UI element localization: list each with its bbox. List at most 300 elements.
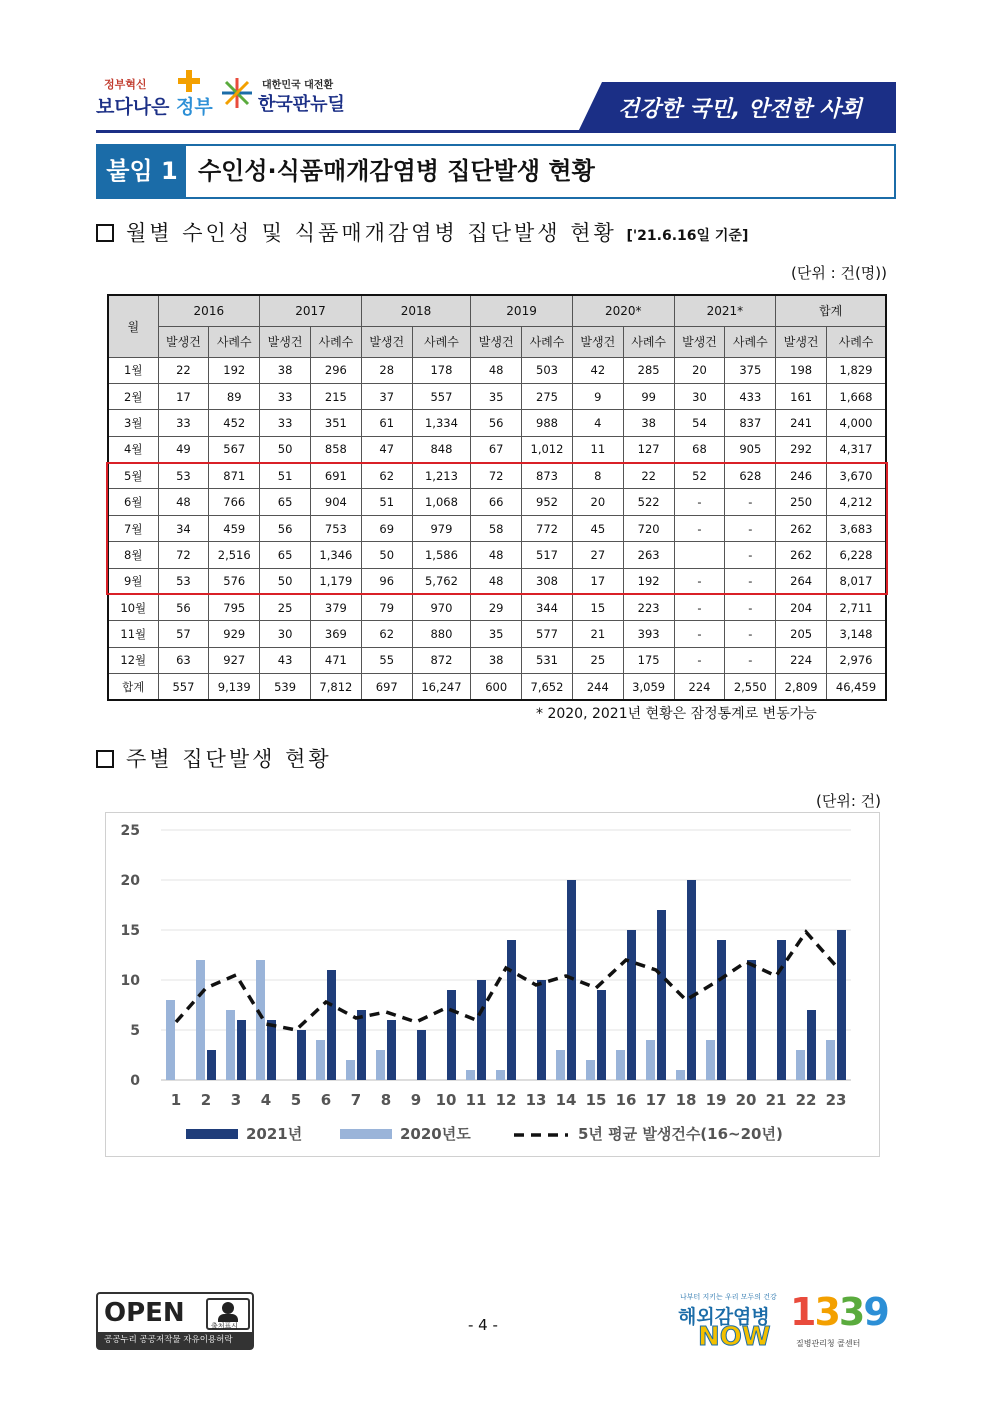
value-cell: 285 (623, 357, 674, 383)
x-tick-label: 16 (615, 1091, 637, 1109)
value-cell: 7,812 (310, 674, 361, 700)
x-tick-label: 13 (525, 1091, 547, 1109)
value-cell: 29 (471, 595, 522, 621)
bar-2021 (447, 990, 456, 1080)
value-cell: 48 (471, 357, 522, 383)
value-cell: 17 (572, 568, 623, 594)
value-cell: 54 (674, 410, 725, 436)
value-cell: 62 (361, 621, 412, 647)
value-cell: 8 (572, 463, 623, 489)
value-cell: 33 (260, 383, 311, 409)
value-cell: - (674, 647, 725, 673)
sub-header: 사례수 (623, 326, 674, 357)
value-cell: 241 (776, 410, 827, 436)
value-cell: 67 (471, 436, 522, 462)
bar-2021 (417, 1030, 426, 1080)
y-tick-label: 25 (120, 823, 140, 839)
x-tick-label: 6 (320, 1091, 332, 1109)
value-cell: 871 (209, 463, 260, 489)
value-cell: 577 (522, 621, 573, 647)
value-cell: 795 (209, 595, 260, 621)
value-cell: 11 (572, 436, 623, 462)
value-cell: 33 (158, 410, 209, 436)
table-unit: (단위 : 건(명)) (791, 264, 887, 282)
value-cell: 20 (674, 357, 725, 383)
x-tick-label: 5 (290, 1091, 302, 1109)
bar-2020 (346, 1060, 355, 1080)
value-cell: 1,213 (412, 463, 471, 489)
value-cell: 53 (158, 463, 209, 489)
bar-2020 (166, 1000, 175, 1080)
value-cell: 292 (776, 436, 827, 462)
value-cell: 503 (522, 357, 573, 383)
value-cell: 576 (209, 568, 260, 594)
value-cell: - (725, 515, 776, 541)
table-row (108, 357, 886, 383)
bar-2020 (826, 1040, 835, 1080)
x-tick-label: 19 (705, 1091, 727, 1109)
chart-unit: (단위: 건) (816, 792, 881, 810)
value-cell: 127 (623, 436, 674, 462)
value-cell: 45 (572, 515, 623, 541)
year-header: 2017 (260, 295, 362, 326)
x-tick-label: 7 (350, 1091, 362, 1109)
value-cell: 61 (361, 410, 412, 436)
value-cell: 6,228 (827, 542, 886, 568)
bar-2021 (327, 970, 336, 1080)
value-cell: - (725, 489, 776, 515)
value-cell: 161 (776, 383, 827, 409)
value-cell: 452 (209, 410, 260, 436)
value-cell: 873 (522, 463, 573, 489)
value-cell: 28 (361, 357, 412, 383)
value-cell: 369 (310, 621, 361, 647)
value-cell: 96 (361, 568, 412, 594)
legend-swatch-2020 (340, 1129, 392, 1139)
bar-2021 (537, 980, 546, 1080)
value-cell: 38 (260, 357, 311, 383)
bar-2020 (676, 1070, 685, 1080)
value-cell: 192 (623, 568, 674, 594)
x-tick-label: 15 (585, 1091, 607, 1109)
value-cell: 223 (623, 595, 674, 621)
table-row (108, 410, 886, 436)
value-cell: 99 (623, 383, 674, 409)
value-cell: 244 (572, 674, 623, 700)
table-row (108, 542, 886, 568)
logo1-text-b: 정부 (176, 96, 213, 118)
value-cell: 1,012 (522, 436, 573, 462)
value-cell: 175 (623, 647, 674, 673)
bar-2020 (316, 1040, 325, 1080)
bar-2021 (627, 930, 636, 1080)
value-cell: 1,179 (310, 568, 361, 594)
value-cell: 43 (260, 647, 311, 673)
value-cell: 35 (471, 621, 522, 647)
bar-2021 (777, 940, 786, 1080)
value-cell: 9 (572, 383, 623, 409)
value-cell: 246 (776, 463, 827, 489)
x-tick-label: 23 (825, 1091, 847, 1109)
month-cell: 11월 (108, 621, 158, 647)
value-cell: 56 (471, 410, 522, 436)
value-cell: - (725, 621, 776, 647)
sub-header: 사례수 (310, 326, 361, 357)
value-cell: 62 (361, 463, 412, 489)
value-cell: 379 (310, 595, 361, 621)
value-cell: 72 (471, 463, 522, 489)
table-row (108, 489, 886, 515)
value-cell: 848 (412, 436, 471, 462)
value-cell: 65 (260, 489, 311, 515)
table-footnote: * 2020, 2021년 현황은 잠정통계로 변동가능 (536, 706, 817, 722)
callcenter-1339-logo: 1339 질병관리청 콜센터 (790, 1290, 888, 1348)
value-cell: 3,059 (623, 674, 674, 700)
value-cell: 3,148 (827, 621, 886, 647)
bar-2021 (657, 910, 666, 1080)
y-tick-label: 15 (120, 923, 140, 939)
value-cell: 872 (412, 647, 471, 673)
x-tick-label: 4 (260, 1091, 272, 1109)
value-cell: 51 (361, 489, 412, 515)
value-cell: 63 (158, 647, 209, 673)
bar-2021 (267, 1020, 276, 1080)
x-tick-label: 1 (170, 1091, 182, 1109)
month-cell: 7월 (108, 515, 158, 541)
legend-swatch-2021 (186, 1129, 238, 1139)
value-cell: 49 (158, 436, 209, 462)
value-cell: 51 (260, 463, 311, 489)
value-cell: 52 (674, 463, 725, 489)
x-tick-label: 20 (735, 1091, 757, 1109)
value-cell: 72 (158, 542, 209, 568)
bar-2021 (237, 1020, 246, 1080)
value-cell: 56 (260, 515, 311, 541)
sub-header: 사례수 (522, 326, 573, 357)
bar-2021 (837, 930, 846, 1080)
monthly-outbreak-table (107, 294, 887, 701)
year-header: 2021* (674, 295, 776, 326)
value-cell: 30 (674, 383, 725, 409)
value-cell: 30 (260, 621, 311, 647)
month-cell: 합계 (108, 674, 158, 700)
value-cell: - (725, 595, 776, 621)
month-cell: 2월 (108, 383, 158, 409)
year-header: 2016 (158, 295, 260, 326)
x-tick-label: 14 (555, 1091, 577, 1109)
value-cell: 178 (412, 357, 471, 383)
bar-2020 (466, 1070, 475, 1080)
value-cell: 198 (776, 357, 827, 383)
table-row (108, 568, 886, 594)
value-cell: 275 (522, 383, 573, 409)
month-cell: 4월 (108, 436, 158, 462)
value-cell: 522 (623, 489, 674, 515)
checkbox-square-icon (96, 224, 114, 242)
table-row (108, 463, 886, 489)
x-tick-label: 10 (435, 1091, 457, 1109)
bar-2021 (477, 980, 486, 1080)
sub-header: 사례수 (412, 326, 471, 357)
sub-header: 사례수 (725, 326, 776, 357)
y-tick-label: 0 (130, 1073, 140, 1089)
month-cell: 5월 (108, 463, 158, 489)
bar-2020 (556, 1050, 565, 1080)
value-cell: 264 (776, 568, 827, 594)
value-cell: 720 (623, 515, 674, 541)
checkbox-square-icon (96, 750, 114, 768)
page-number: - 4 - (468, 1316, 498, 1334)
sub-header: 사례수 (827, 326, 886, 357)
value-cell: 50 (260, 436, 311, 462)
value-cell: 296 (310, 357, 361, 383)
value-cell: 56 (158, 595, 209, 621)
value-cell: 20 (572, 489, 623, 515)
table-row (108, 383, 886, 409)
sub-header: 발생건 (361, 326, 412, 357)
sub-header: 발생건 (776, 326, 827, 357)
value-cell: 1,586 (412, 542, 471, 568)
bar-2021 (807, 1010, 816, 1080)
value-cell: 344 (522, 595, 573, 621)
bar-2021 (357, 1010, 366, 1080)
value-cell: - (725, 542, 776, 568)
sub-header: 발생건 (674, 326, 725, 357)
value-cell: 7,652 (522, 674, 573, 700)
value-cell: 858 (310, 436, 361, 462)
value-cell: 192 (209, 357, 260, 383)
value-cell: 38 (623, 410, 674, 436)
value-cell: 68 (674, 436, 725, 462)
year-header: 2018 (361, 295, 470, 326)
bar-2020 (376, 1050, 385, 1080)
weekly-outbreak-chart (105, 812, 880, 1157)
value-cell: 262 (776, 515, 827, 541)
value-cell: 628 (725, 463, 776, 489)
attachment-title (96, 144, 896, 199)
value-cell: 48 (471, 542, 522, 568)
value-cell: 3,670 (827, 463, 886, 489)
value-cell: 1,668 (827, 383, 886, 409)
value-cell: 8,017 (827, 568, 886, 594)
value-cell: 17 (158, 383, 209, 409)
table-row (108, 515, 886, 541)
value-cell: 205 (776, 621, 827, 647)
value-cell: 4,317 (827, 436, 886, 462)
new-deal-star-icon (220, 76, 254, 110)
month-header: 월 (108, 295, 158, 357)
value-cell: 904 (310, 489, 361, 515)
table-row (108, 674, 886, 700)
legend-label-2020: 2020년도 (400, 1125, 471, 1143)
value-cell: 927 (209, 647, 260, 673)
kogl-open-license: OPEN 출처표시 공공누리 공공저작물 자유이용허락 (96, 1292, 254, 1350)
bar-2021 (687, 880, 696, 1080)
value-cell: 988 (522, 410, 573, 436)
month-cell: 1월 (108, 357, 158, 383)
x-tick-label: 21 (765, 1091, 787, 1109)
bar-2021 (207, 1050, 216, 1080)
value-cell: - (674, 595, 725, 621)
value-cell: 4,000 (827, 410, 886, 436)
year-header: 2019 (471, 295, 573, 326)
value-cell: 25 (572, 647, 623, 673)
value-cell: 66 (471, 489, 522, 515)
line-5yr-average (176, 932, 836, 1030)
value-cell: 531 (522, 647, 573, 673)
value-cell: - (725, 647, 776, 673)
chart-svg (106, 813, 881, 1158)
sub-header: 발생건 (158, 326, 209, 357)
page-header (96, 66, 896, 132)
value-cell: 393 (623, 621, 674, 647)
bar-2021 (297, 1030, 306, 1080)
year-header: 2020* (572, 295, 674, 326)
value-cell: 433 (725, 383, 776, 409)
value-cell: 37 (361, 383, 412, 409)
value-cell: 58 (471, 515, 522, 541)
month-cell: 10월 (108, 595, 158, 621)
bar-2020 (196, 960, 205, 1080)
value-cell: 2,711 (827, 595, 886, 621)
value-cell: 2,516 (209, 542, 260, 568)
total-header: 합계 (776, 295, 886, 326)
attribution-icon: 출처표시 (206, 1298, 250, 1330)
x-tick-label: 3 (230, 1091, 242, 1109)
x-tick-label: 8 (380, 1091, 392, 1109)
value-cell: 970 (412, 595, 471, 621)
value-cell: 1,068 (412, 489, 471, 515)
value-cell: 5,762 (412, 568, 471, 594)
value-cell: 89 (209, 383, 260, 409)
value-cell: 65 (260, 542, 311, 568)
logo1-text-a: 보다나은 (96, 96, 170, 118)
value-cell: 2,976 (827, 647, 886, 673)
bar-2020 (646, 1040, 655, 1080)
value-cell: 557 (412, 383, 471, 409)
value-cell: 22 (623, 463, 674, 489)
value-cell: - (674, 621, 725, 647)
section-heading-monthly: 월별 수인성 및 식품매개감염병 집단발생 현황 ['21.6.16일 기준] (96, 217, 748, 247)
bar-2020 (796, 1050, 805, 1080)
value-cell: 224 (776, 647, 827, 673)
value-cell: 459 (209, 515, 260, 541)
value-cell: 351 (310, 410, 361, 436)
value-cell: - (725, 568, 776, 594)
x-tick-label: 9 (410, 1091, 422, 1109)
value-cell: 33 (260, 410, 311, 436)
value-cell: 952 (522, 489, 573, 515)
value-cell: 517 (522, 542, 573, 568)
value-cell: - (674, 568, 725, 594)
value-cell: 69 (361, 515, 412, 541)
value-cell: 53 (158, 568, 209, 594)
x-tick-label: 17 (645, 1091, 667, 1109)
month-cell: 12월 (108, 647, 158, 673)
sub-header: 발생건 (260, 326, 311, 357)
value-cell: 2,550 (725, 674, 776, 700)
value-cell: 557 (158, 674, 209, 700)
legend-label-average: 5년 평균 발생건수(16~20년) (578, 1125, 783, 1143)
value-cell: 567 (209, 436, 260, 462)
value-cell: 1,334 (412, 410, 471, 436)
table-row (108, 621, 886, 647)
bar-2020 (706, 1040, 715, 1080)
section-heading-weekly: 주별 집단발생 현황 (96, 743, 332, 773)
value-cell: 4 (572, 410, 623, 436)
value-cell: 753 (310, 515, 361, 541)
bar-2021 (717, 940, 726, 1080)
value-cell: 929 (209, 621, 260, 647)
table-row (108, 436, 886, 462)
value-cell: 22 (158, 357, 209, 383)
value-cell: 691 (310, 463, 361, 489)
value-cell: 2,809 (776, 674, 827, 700)
value-cell: 224 (674, 674, 725, 700)
value-cell: 55 (361, 647, 412, 673)
value-cell: 539 (260, 674, 311, 700)
sub-header: 발생건 (572, 326, 623, 357)
y-tick-label: 20 (120, 873, 140, 889)
overseas-infection-now-logo: 나부터 지키는 우리 모두의 건강 해외감염병 NOW (678, 1293, 777, 1352)
value-cell: 48 (158, 489, 209, 515)
value-cell: 42 (572, 357, 623, 383)
bar-2020 (616, 1050, 625, 1080)
y-tick-label: 5 (130, 1023, 140, 1039)
attachment-tag: 붙임 1 (98, 146, 186, 197)
month-cell: 9월 (108, 568, 158, 594)
header-divider (96, 130, 896, 133)
plus-icon (178, 70, 200, 92)
table-row (108, 647, 886, 673)
month-cell: 6월 (108, 489, 158, 515)
x-tick-label: 2 (200, 1091, 212, 1109)
value-cell: 262 (776, 542, 827, 568)
x-tick-label: 22 (795, 1091, 817, 1109)
value-cell: 25 (260, 595, 311, 621)
value-cell: 16,247 (412, 674, 471, 700)
bar-2020 (496, 1070, 505, 1080)
value-cell: 215 (310, 383, 361, 409)
korean-new-deal-logo: 대한민국 대전환 한국판뉴딜 (220, 74, 360, 118)
value-cell: 79 (361, 595, 412, 621)
bar-2020 (256, 960, 265, 1080)
legend-label-2021: 2021년 (246, 1125, 303, 1143)
value-cell: 880 (412, 621, 471, 647)
value-cell: 772 (522, 515, 573, 541)
value-cell: 47 (361, 436, 412, 462)
value-cell: 35 (471, 383, 522, 409)
month-cell: 3월 (108, 410, 158, 436)
gov-innovation-logo: 정부혁신 보다나은 정부 (96, 70, 206, 124)
value-cell: 263 (623, 542, 674, 568)
value-cell: 46,459 (827, 674, 886, 700)
value-cell: 57 (158, 621, 209, 647)
value-cell: 21 (572, 621, 623, 647)
bar-2021 (597, 990, 606, 1080)
value-cell: 979 (412, 515, 471, 541)
bar-2020 (226, 1010, 235, 1080)
table-row (108, 595, 886, 621)
y-tick-label: 10 (120, 973, 140, 989)
bar-2021 (507, 940, 516, 1080)
value-cell: 204 (776, 595, 827, 621)
bar-2021 (747, 960, 756, 1080)
page-title: 수인성·식품매개감염병 집단발생 현황 (198, 157, 595, 185)
x-tick-label: 11 (465, 1091, 487, 1109)
value-cell: 50 (260, 568, 311, 594)
value-cell: 27 (572, 542, 623, 568)
